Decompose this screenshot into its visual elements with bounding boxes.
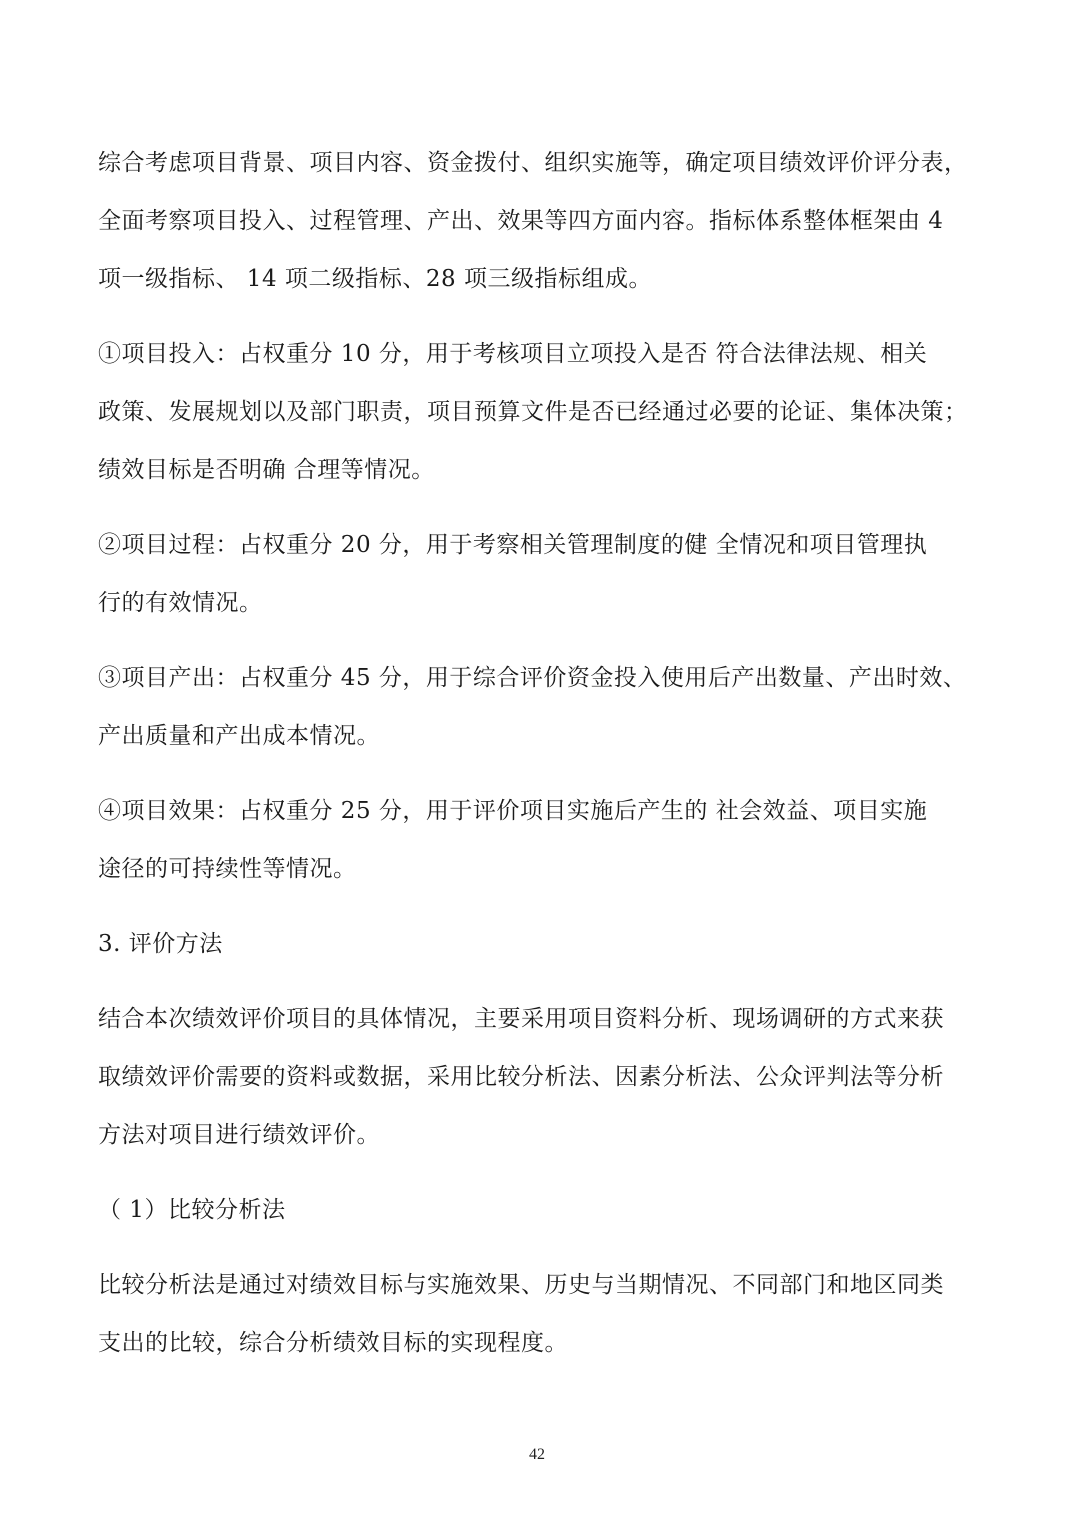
paragraph-evaluation-method — [98, 990, 978, 1164]
text-line: ②项目过程：占权重分 20 分，用于考察相关管理制度的健 全情况和项目管理执 — [98, 532, 928, 558]
text-line: ③项目产出：占权重分 45 分，用于综合评价资金投入使用后产出数量、产出时效、 — [98, 665, 967, 691]
paragraph-project-effect — [98, 782, 978, 898]
text-line: 项一级指标、 14 项二级指标、28 项三级指标组成。 — [98, 266, 652, 292]
text-line: 全面考察项目投入、过程管理、产出、效果等四方面内容。指标体系整体框架由 4 — [98, 208, 944, 234]
section-heading-evaluation-method — [98, 915, 978, 973]
text-line: 政策、发展规划以及部门职责，项目预算文件是否已经通过必要的论证、集体决策； — [98, 399, 968, 425]
text-line: 综合考虑项目背景、项目内容、资金拨付、组织实施等，确定项目绩效评价评分表， — [98, 150, 968, 176]
text-line: ④项目效果：占权重分 25 分，用于评价项目实施后产生的 社会效益、项目实施 — [98, 798, 928, 824]
document-body — [98, 134, 978, 1389]
paragraph-project-output — [98, 649, 978, 765]
text-line: 行的有效情况。 — [98, 590, 263, 616]
text-line: 产出质量和产出成本情况。 — [98, 723, 380, 749]
text-line: 结合本次绩效评价项目的具体情况，主要采用项目资料分析、现场调研的方式来获 — [98, 1006, 944, 1032]
text-line: 途径的可持续性等情况。 — [98, 856, 357, 882]
heading-text: （ 1）比较分析法 — [98, 1197, 286, 1223]
text-line: 取绩效评价需要的资料或数据，采用比较分析法、因素分析法、公众评判法等分析 — [98, 1064, 944, 1090]
text-line: 方法对项目进行绩效评价。 — [98, 1122, 380, 1148]
paragraph-indicator-framework — [98, 134, 978, 308]
text-line: 支出的比较，综合分析绩效目标的实现程度。 — [98, 1330, 568, 1356]
heading-text: 3. 评价方法 — [98, 931, 223, 957]
page-number: 42 — [529, 1446, 545, 1463]
text-line: ①项目投入：占权重分 10 分，用于考核项目立项投入是否 符合法律法规、相关 — [98, 341, 928, 367]
paragraph-project-process — [98, 516, 978, 632]
paragraph-comparative-analysis — [98, 1256, 978, 1372]
text-line: 比较分析法是通过对绩效目标与实施效果、历史与当期情况、不同部门和地区同类 — [98, 1272, 944, 1298]
subheading-comparative-analysis — [98, 1181, 978, 1239]
text-line: 绩效目标是否明确 合理等情况。 — [98, 457, 435, 483]
paragraph-project-input — [98, 325, 978, 499]
